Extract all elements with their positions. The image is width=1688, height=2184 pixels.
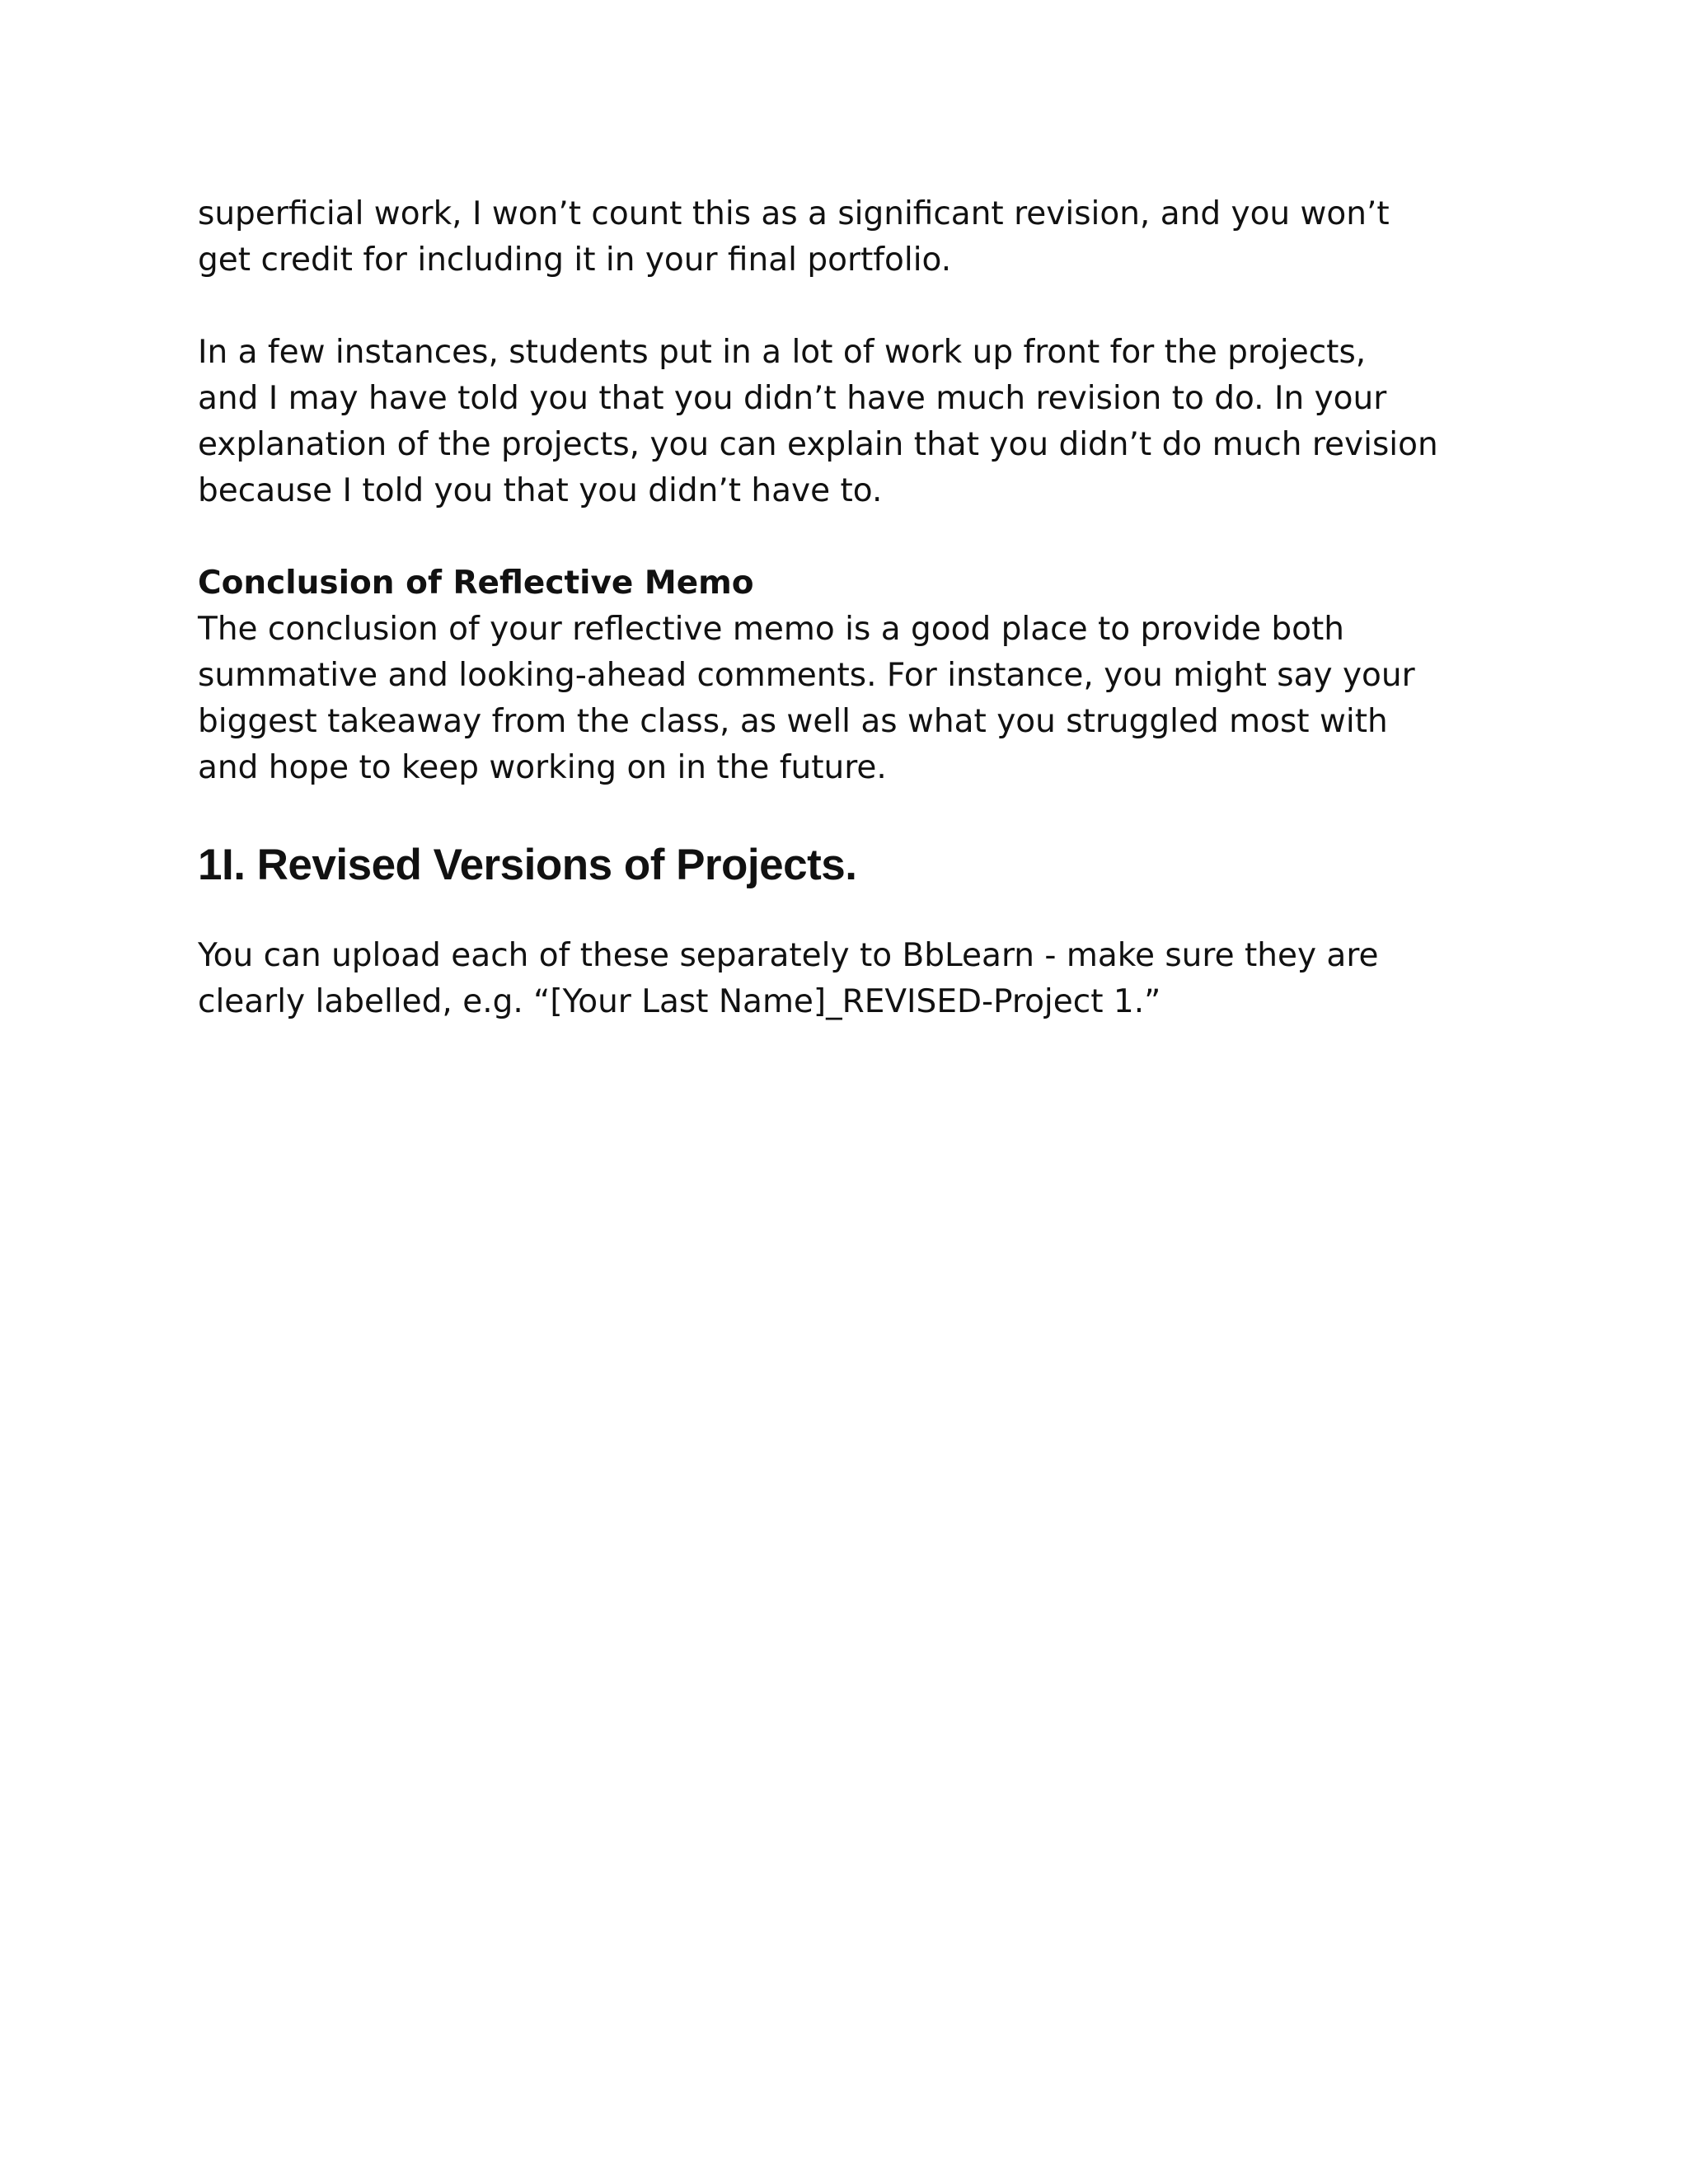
paragraph-superficial-work: superficial work, I won’t count this as a significant revision, and you won’t get credit for including it in your final portfolio. <box>198 195 1390 279</box>
conclusion-heading: Conclusion of Reflective Memo <box>198 565 754 602</box>
paragraph-gap <box>198 514 1500 560</box>
paragraph-few-instances: In a few instances, students put in a lot of work up front for the projects, and I may have told you that you didn’t have much revision to do. In your explanation of the projects, you can explain that you didn’t do much revision because I told you that you didn’t have to. <box>198 334 1438 509</box>
paragraph-conclusion: The conclusion of your reflective memo is a good place to provide both summative and looking-ahead comments. For instance, you might say your biggest takeaway from the class, as well as what you struggled most with and hope to keep working on in the future. <box>198 611 1415 786</box>
paragraph-upload-instructions: You can upload each of these separately to BbLearn - make sure they are clearly labelled, e.g. “[Your Last Name]_REVISED-Project 1.” <box>198 937 1379 1020</box>
document-body <box>198 191 1500 1025</box>
paragraph-gap <box>198 284 1500 330</box>
section-heading-revised-versions: 1I. Revised Versions of Projects. <box>198 841 857 889</box>
